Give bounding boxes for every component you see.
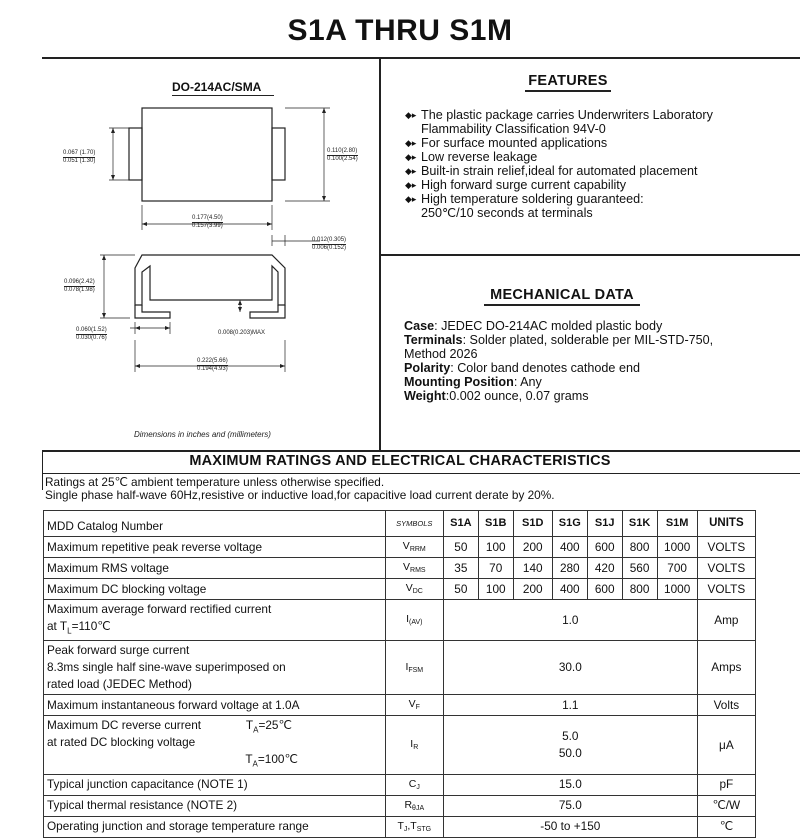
arrow-bullet-icon: ◆▸ <box>405 166 417 176</box>
arrow-bullet-icon: ◆▸ <box>405 180 417 190</box>
table-row: Maximum RMS voltage $V_{RMS}$ 35 70 140 280 420 560 700 VOLTS <box>44 558 756 579</box>
feature-item: ◆▸ High forward surge current capability <box>405 178 627 192</box>
catalog-number-header: MDD Catalog Number <box>44 511 386 537</box>
part-header: S1J <box>587 511 622 537</box>
top-view-lead-left <box>129 128 142 180</box>
arrow-bullet-icon: ◆▸ <box>405 110 417 120</box>
mechanical-data <box>404 319 794 403</box>
ratings-note-1: Ratings at 25℃ ambient temperature unless otherwise specified. <box>45 475 385 489</box>
dim-lead-height: 0.067 (1.70) 0.051 (1.30) <box>63 150 96 164</box>
arrow-bullet-icon: ◆▸ <box>405 152 417 162</box>
dim-body-height: 0.110(2.80) 0.100(2.54) <box>327 148 358 162</box>
feature-item: ◆▸ The plastic package carries Underwriters Laboratory Flammability Classification 94V-0 <box>405 108 713 136</box>
feature-item: ◆▸ Built-in strain relief,ideal for automated placement <box>405 164 698 178</box>
mech-terminals: Terminals: Solder plated, solderable per MIL-STD-750, <box>404 333 714 347</box>
dim-standoff: 0.008(0.203)MAX <box>218 330 266 336</box>
mech-weight: Weight:0.002 ounce, 0.07 grams <box>404 389 589 403</box>
mech-polarity: Polarity: Color band denotes cathode end <box>404 361 640 375</box>
ratings-heading: MAXIMUM RATINGS AND ELECTRICAL CHARACTERISTICS <box>189 453 611 469</box>
dim-lead-thickness: 0.012(0.305) 0.006(0.152) <box>312 237 347 251</box>
side-view-lead-right <box>250 305 285 318</box>
ratings-table <box>43 510 756 838</box>
features-list <box>405 108 790 220</box>
part-header: S1B <box>478 511 513 537</box>
features-mech-divider <box>380 254 800 256</box>
feature-item: ◆▸ High temperature soldering guaranteed: 250℃/10 seconds at terminals <box>405 192 644 220</box>
part-header: S1G <box>552 511 587 537</box>
package-outline-drawing <box>0 0 380 450</box>
table-row: Maximum instantaneous forward voltage at 1.0A $V_F$ 1.1 Volts <box>44 695 756 716</box>
part-header: S1K <box>622 511 657 537</box>
dim-lead-length: 0.060(1.52) 0.030(0.76) <box>76 327 107 341</box>
symbols-header: SYMBOLS <box>385 511 443 537</box>
table-row: Peak forward surge current 8.3ms single half sine-wave superimposed on rated load (JEDEC Method) $I_{FSM}$ 30.0 Amps <box>44 641 756 695</box>
dim-total-height: 0.096(2.42) 0.078(1.98) <box>64 279 95 293</box>
dimensions-note: Dimensions in inches and (millimeters) <box>134 430 271 439</box>
mech-terminals-cont: Method 2026 <box>404 347 478 361</box>
mechanical-heading: MECHANICAL DATA <box>484 287 640 306</box>
part-header: S1D <box>513 511 552 537</box>
part-header: S1M <box>657 511 697 537</box>
table-row: Typical thermal resistance (NOTE 2) $R_{\theta JA}$ 75.0 ℃/W <box>44 795 756 816</box>
page-title: S1A THRU S1M <box>287 14 513 47</box>
features-heading: FEATURES <box>525 73 611 92</box>
table-row: Typical junction capacitance (NOTE 1) $C_J$ 15.0 pF <box>44 774 756 795</box>
mech-case: Case: JEDEC DO-214AC molded plastic body <box>404 319 663 333</box>
units-header: UNITS <box>697 511 755 537</box>
dim-body-width: 0.177(4.50) 0.157(3.99) <box>192 215 223 229</box>
ratings-note-2: Single phase half-wave 60Hz,resistive or inductive load,for capacitive load current derate by 20%. <box>45 488 555 502</box>
section-divider <box>42 450 800 452</box>
feature-item: ◆▸ Low reverse leakage <box>405 150 538 164</box>
top-view-body <box>142 108 272 201</box>
feature-item: ◆▸ For surface mounted applications <box>405 136 608 150</box>
table-row: Maximum repetitive peak reverse voltage $V_{RRM}$ 50 100 200 400 600 800 1000 VOLTS <box>44 537 756 558</box>
table-row: Maximum DC blocking voltage $V_{DC}$ 50 100 200 400 600 800 1000 VOLTS <box>44 579 756 600</box>
dim-total-width: 0.222(5.66) 0.194(4.93) <box>197 358 228 372</box>
top-view-lead-right <box>272 128 285 180</box>
ratings-heading-divider <box>42 473 800 474</box>
arrow-bullet-icon: ◆▸ <box>405 138 417 148</box>
side-view-body <box>135 255 285 305</box>
table-header-row <box>44 511 756 537</box>
table-row: Operating junction and storage temperature range $T_J,T_{STG}$ -50 to +150 ℃ <box>44 816 756 837</box>
table-row: Maximum DC reverse current $T_A=25℃$ at rated DC blocking voltage $T_A=100℃$ $I_R$ 5.0 50.0 μA <box>44 716 756 774</box>
mech-mounting: Mounting Position: Any <box>404 375 542 389</box>
side-view-lead-left <box>135 305 170 318</box>
part-header: S1A <box>443 511 478 537</box>
arrow-bullet-icon: ◆▸ <box>405 194 417 204</box>
package-label: DO-214AC/SMA <box>172 80 262 94</box>
table-row: Maximum average forward rectified current at $T_L=110℃$ $I_{(AV)}$ 1.0 Amp <box>44 600 756 641</box>
